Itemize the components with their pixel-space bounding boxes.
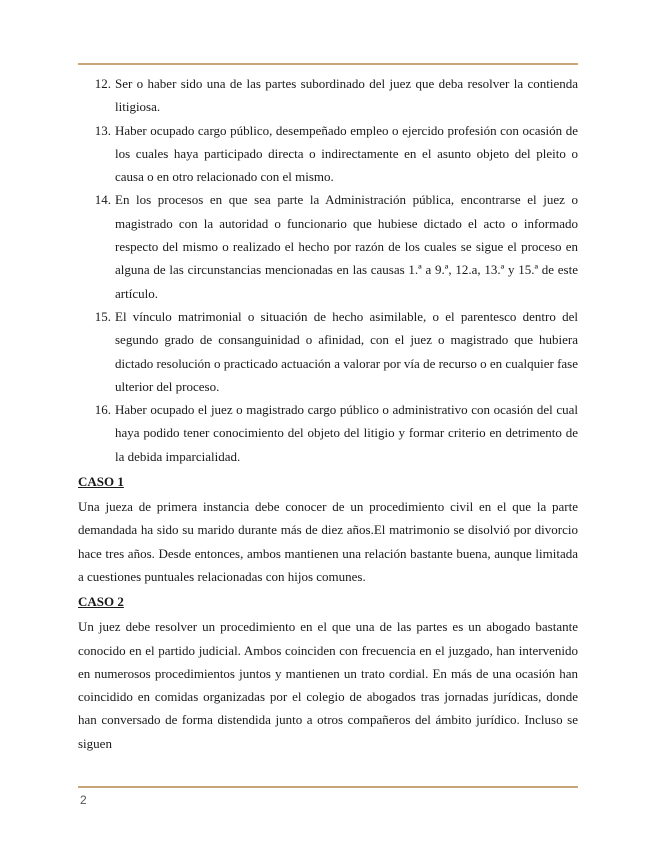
- list-item: [78, 188, 578, 304]
- list-item-number: 15.: [94, 308, 111, 324]
- caso-2-heading: CASO 2: [78, 594, 124, 610]
- list-item-number: 14.: [94, 192, 111, 208]
- list-item: [78, 398, 578, 468]
- caso-2-paragraph: Un juez debe resolver un procedimiento en el que una de las partes es un abogado bastante conocido en el partido judicial. Ambos coinciden con frecuencia en el juzgado, han intervenido en numerosos procedimientos juntos y mantienen un trato cordial. En más de una ocasión han coincidido en comidas organizadas por el colegio de abogados tras jornadas jurídicas, donde han conversado de forma distendida junto a otros compañeros del ámbito jurídico. Incluso se siguen: [78, 619, 578, 751]
- header-rule: [78, 63, 578, 65]
- footer-rule: [78, 786, 578, 788]
- list-item-number: 16.: [94, 402, 111, 418]
- caso-1-heading: CASO 1: [78, 474, 124, 490]
- list-item-number: 12.: [94, 76, 111, 91]
- caso-1-paragraph: Una jueza de primera instancia debe conocer de un procedimiento civil en el que la parte demandada ha sido su marido durante más de diez años.El matrimonio se disolvió por divorcio hace tres años. Desde entonces, ambos mantienen una relación bastante buena, aunque limitada a cuestiones puntuales relacionadas con hijos comunes.: [78, 499, 578, 584]
- list-item-text: Haber ocupado el juez o magistrado cargo público o administrativo con ocasión del cual haya podido tener conocimiento del objeto del litigio y formar criterio en detrimento de la debida imparcialidad.: [115, 402, 578, 464]
- grounds-list: [78, 72, 578, 468]
- list-item-text: Haber ocupado cargo público, desempeñado empleo o ejercido profesión con ocasión de los cuales haya participado directa o indirectamente en el asunto objeto del pleito o causa o en otro relacionado con el mismo.: [115, 122, 578, 185]
- page-number: 2: [80, 793, 87, 807]
- list-item: [78, 72, 578, 119]
- list-item: [78, 119, 578, 189]
- list-item-text: En los procesos en que sea parte la Administración pública, encontrarse el juez o magistrado con la autoridad o funcionario que hubiese dictado el acto o informado respecto del mismo o realizado el hecho por razón de los cuales se sigue el proceso en alguna de las circunstancias mencionadas en las causas 1.ª a 9.ª, 12.a, 13.ª y 15.ª de este artículo.: [115, 192, 578, 301]
- list-item-text: El vínculo matrimonial o situación de hecho asimilable, o el parentesco dentro del segundo grado de consanguinidad o afinidad, con el juez o magistrado que hubiera dictado resolución o practicado actuación a valorar por vía de recurso o en cualquier fase ulterior del proceso.: [115, 308, 578, 394]
- list-item-text: Ser o haber sido una de las partes subordinado del juez que deba resolver la contienda litigiosa.: [115, 76, 578, 115]
- page-content: [78, 72, 578, 755]
- list-item-number: 13.: [94, 122, 111, 138]
- list-item: [78, 305, 578, 398]
